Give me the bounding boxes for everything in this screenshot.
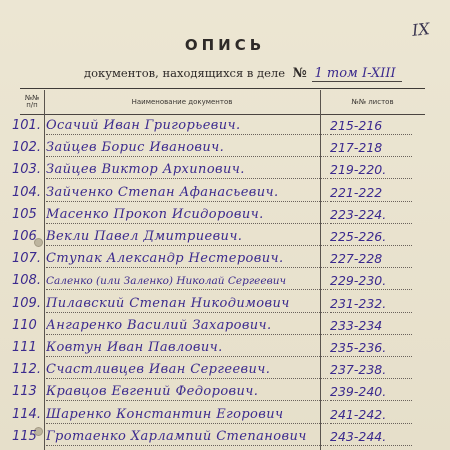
- sheet-range: 231-232.: [330, 295, 387, 311]
- row-number: 115: [12, 428, 37, 444]
- row-number: 113: [12, 384, 37, 400]
- row-number: 104.: [12, 184, 41, 200]
- table-row: [0, 425, 450, 447]
- row-number: 102.: [12, 140, 41, 156]
- sheet-range: 235-236.: [330, 340, 387, 355]
- table-row: [0, 136, 450, 158]
- row-number: 103.: [12, 162, 41, 178]
- sheet-range: 221-222: [330, 184, 383, 200]
- row-rule: [330, 223, 412, 224]
- document-name: Гротаенко Харлампий Степанович: [46, 428, 307, 444]
- row-rule: [330, 134, 412, 135]
- table-row: [0, 203, 450, 225]
- row-rule: [46, 245, 328, 246]
- table-row: [0, 358, 450, 380]
- table-header: [20, 90, 425, 115]
- row-rule: [330, 178, 412, 179]
- row-number: 108.: [12, 273, 41, 289]
- document-name: Саленко (или Заленко) Николай Сергеевич: [46, 275, 286, 288]
- sheet-range: 219-220.: [330, 162, 387, 178]
- table-row: [0, 269, 450, 291]
- table-row: [0, 247, 450, 269]
- document-name: Зайцев Борис Иванович.: [46, 140, 225, 156]
- row-rule: [46, 400, 328, 401]
- document-name: Зайцев Виктор Архипович.: [46, 162, 245, 178]
- row-rule: [330, 378, 412, 379]
- sheet-range: 239-240.: [330, 384, 387, 400]
- document-name: Масенко Прокоп Исидорович.: [46, 206, 264, 222]
- document-name: Шаренко Константин Егорович: [46, 406, 284, 422]
- table-row: [0, 114, 450, 136]
- row-rule: [330, 289, 412, 290]
- table-row: [0, 380, 450, 402]
- row-rule: [46, 134, 328, 135]
- document-name: Зайченко Степан Афанасьевич.: [46, 184, 279, 200]
- table-row: [0, 314, 450, 336]
- subtitle-text: документов, находящихся в деле: [84, 66, 286, 80]
- header-name: Наименование документов: [131, 98, 233, 106]
- document-name: Ковтун Иван Павлович.: [46, 340, 223, 355]
- table-row: [0, 336, 450, 358]
- table-row: [0, 225, 450, 247]
- row-rule: [46, 334, 328, 335]
- sheet-range: 241-242.: [330, 406, 387, 422]
- sheet-range: 233-234: [330, 317, 383, 333]
- row-rule: [330, 334, 412, 335]
- document-name: Счастливцев Иван Сергеевич.: [46, 362, 271, 378]
- document-name: Векли Павел Дмитриевич.: [46, 229, 243, 244]
- row-rule: [46, 156, 328, 157]
- delo-number: 1 том I-XIII: [312, 66, 401, 82]
- row-rule: [330, 267, 412, 268]
- header-num: №№ п/п: [24, 94, 40, 109]
- row-number: 112.: [12, 362, 41, 378]
- sheet-range: 225-226.: [330, 229, 387, 244]
- sheet-range: 223-224.: [330, 206, 387, 222]
- row-rule: [46, 356, 328, 357]
- sheet-range: 217-218: [330, 140, 383, 156]
- row-rule: [46, 378, 328, 379]
- sheet-range: 243-244.: [330, 428, 387, 444]
- row-rule: [46, 223, 328, 224]
- row-rule: [46, 201, 328, 202]
- row-rule: [46, 289, 328, 290]
- corner-annotation: IX: [411, 19, 431, 40]
- row-rule: [330, 400, 412, 401]
- table-row: [0, 158, 450, 180]
- table-row: [0, 292, 450, 314]
- row-rule: [46, 423, 328, 424]
- document-title: ОПИСЬ: [184, 36, 266, 54]
- row-rule: [330, 356, 412, 357]
- sheet-range: 237-238.: [330, 362, 387, 378]
- document-subtitle: [84, 66, 402, 82]
- header-sheets: №№ листов: [351, 98, 394, 106]
- row-number: 107.: [12, 251, 41, 267]
- row-rule: [330, 245, 412, 246]
- row-number: 109.: [12, 295, 41, 311]
- row-rule: [330, 156, 412, 157]
- row-number: 101.: [12, 118, 41, 133]
- table-row: [0, 403, 450, 425]
- sheet-range: 227-228: [330, 251, 383, 267]
- row-number: 110: [12, 317, 37, 333]
- row-number: 105: [12, 206, 37, 222]
- document-name: Ангаренко Василий Захарович.: [46, 317, 272, 333]
- document-name: Пилавский Степан Никодимович: [46, 295, 290, 311]
- row-number: 111: [12, 340, 37, 355]
- table-row: [0, 181, 450, 203]
- row-rule: [46, 178, 328, 179]
- document-name: Ступак Александр Нестерович.: [46, 251, 284, 267]
- row-rule: [46, 267, 328, 268]
- row-number: 106: [12, 229, 37, 244]
- sheet-range: 215-216: [330, 118, 383, 133]
- row-rule: [330, 312, 412, 313]
- table-top-rule: [20, 88, 425, 89]
- sheet-range: 229-230.: [330, 273, 387, 289]
- document-name: Осачий Иван Григорьевич.: [46, 118, 241, 133]
- row-number: 114.: [12, 406, 41, 422]
- document-name: Кравцов Евгений Федорович.: [46, 384, 259, 400]
- row-rule: [330, 201, 412, 202]
- row-rule: [330, 445, 412, 446]
- row-rule: [46, 312, 328, 313]
- number-sign: №: [292, 66, 307, 81]
- row-rule: [330, 423, 412, 424]
- row-rule: [46, 445, 328, 446]
